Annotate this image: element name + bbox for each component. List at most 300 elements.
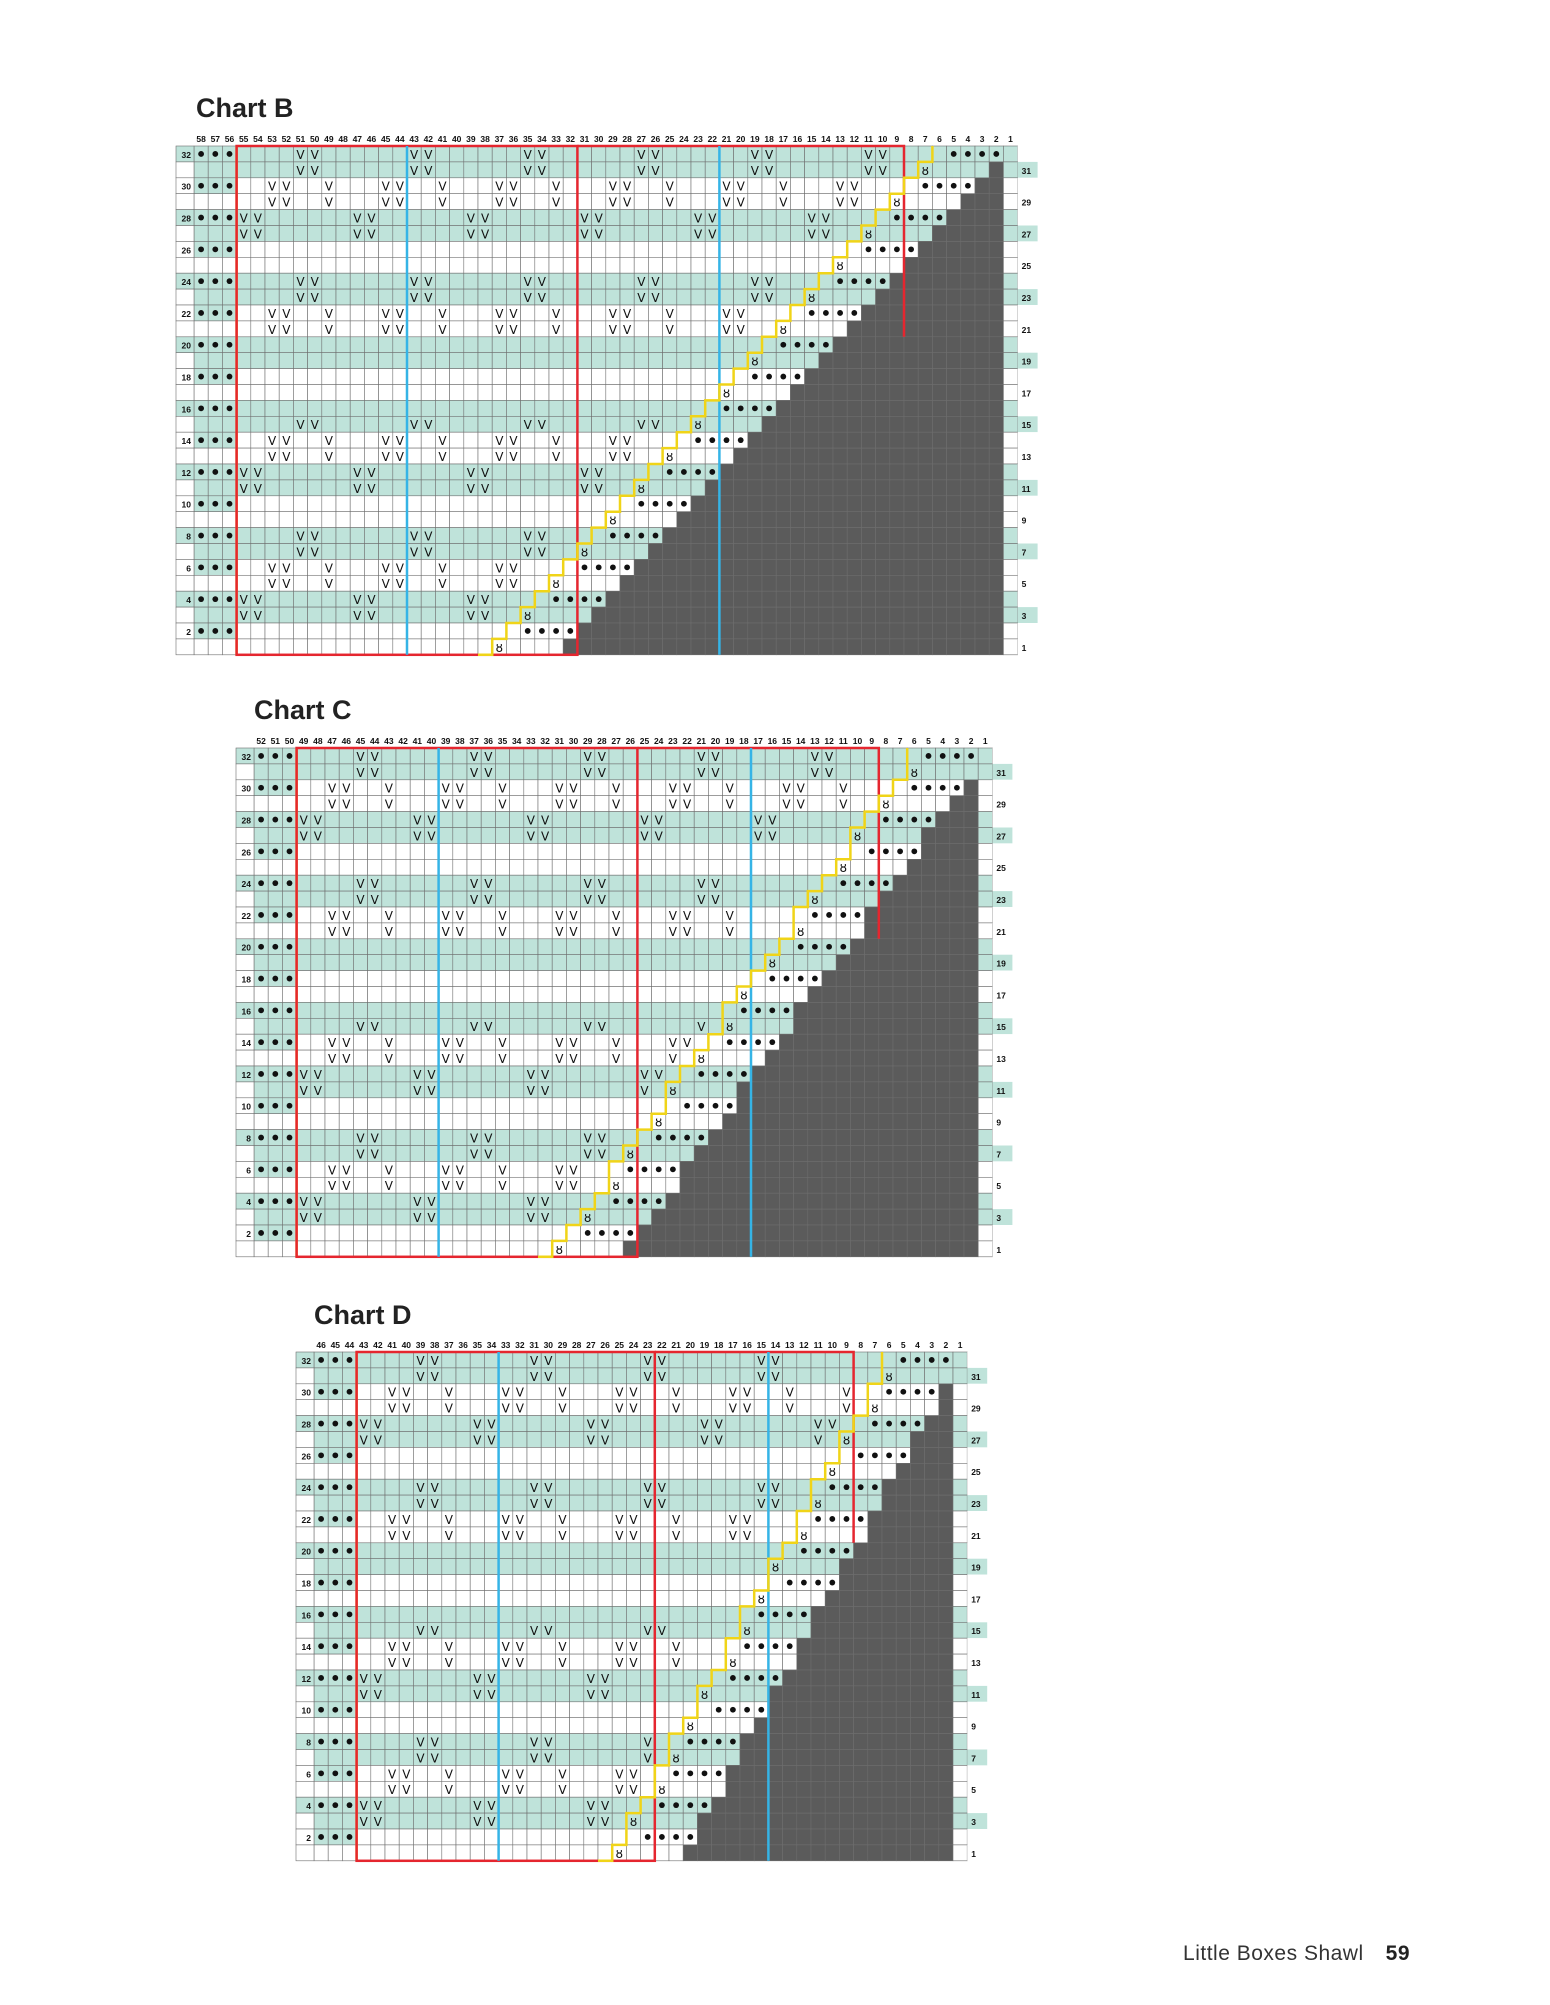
chart-cell xyxy=(495,812,509,828)
chart-cell xyxy=(282,1209,296,1225)
twisted-stitch: ȣ xyxy=(885,1369,893,1384)
chart-cell xyxy=(907,1002,921,1018)
chart-cell xyxy=(904,273,918,289)
chart-cell xyxy=(393,210,407,226)
chart-cell xyxy=(751,843,765,859)
purl-dot xyxy=(954,753,960,759)
chart-cell xyxy=(921,955,935,971)
chart-cell xyxy=(254,1177,268,1193)
chart-cell xyxy=(368,859,382,875)
chart-cell xyxy=(890,162,904,178)
chart-cell xyxy=(407,226,421,242)
chart-cell xyxy=(549,257,563,273)
chart-cell xyxy=(677,273,691,289)
chart-cell xyxy=(893,875,907,891)
slip-stitch: V xyxy=(558,1385,567,1400)
purl-dot xyxy=(656,1198,662,1204)
chart-cell xyxy=(776,448,790,464)
chart-cell xyxy=(311,780,325,796)
chart-cell xyxy=(805,385,819,401)
chart-cell xyxy=(893,1050,907,1066)
chart-cell xyxy=(563,432,577,448)
chart-cell xyxy=(495,1241,509,1257)
chart-cell xyxy=(950,1050,964,1066)
chart-cell xyxy=(634,321,648,337)
chart-cell xyxy=(876,432,890,448)
chart-cell xyxy=(385,1432,399,1448)
chart-cell xyxy=(847,432,861,448)
chart-cell xyxy=(936,1241,950,1257)
chart-cell xyxy=(424,764,438,780)
chart-cell xyxy=(293,575,307,591)
column-number: 40 xyxy=(401,1340,412,1350)
row-label-cell xyxy=(1018,464,1038,480)
chart-cell xyxy=(879,1161,893,1177)
chart-cell xyxy=(808,843,822,859)
chart-cell xyxy=(410,1177,424,1193)
chart-cell xyxy=(371,1384,385,1400)
chart-cell xyxy=(790,639,804,655)
chart-cell xyxy=(896,1368,910,1384)
chart-cell xyxy=(762,337,776,353)
purl-dot xyxy=(347,1452,353,1458)
chart-cell xyxy=(833,496,847,512)
chart-cell xyxy=(876,512,890,528)
chart-cell xyxy=(424,923,438,939)
chart-cell xyxy=(524,1146,538,1162)
chart-cell xyxy=(521,369,535,385)
slip-stitch: V xyxy=(711,749,720,764)
chart-cell xyxy=(910,1368,924,1384)
column-number: 42 xyxy=(373,1340,383,1350)
chart-cell xyxy=(964,1018,978,1034)
chart-cell xyxy=(882,1400,896,1416)
chart-cell xyxy=(705,353,719,369)
row-label-cell xyxy=(236,1018,254,1034)
chart-cell xyxy=(439,764,453,780)
chart-cell xyxy=(265,496,279,512)
purl-dot xyxy=(287,1071,293,1077)
chart-cell xyxy=(421,194,435,210)
chart-cell xyxy=(947,591,961,607)
column-number: 4 xyxy=(940,736,946,746)
chart-cell xyxy=(379,544,393,560)
column-number: 44 xyxy=(344,1340,355,1350)
chart-cell xyxy=(964,1146,978,1162)
chart-cell xyxy=(723,1161,737,1177)
chart-cell xyxy=(663,257,677,273)
slip-stitch: V xyxy=(353,227,362,242)
chart-cell xyxy=(379,512,393,528)
chart-cell xyxy=(563,194,577,210)
chart-cell xyxy=(592,321,606,337)
chart-cell xyxy=(961,241,975,257)
chart-c-title: Chart C xyxy=(254,695,352,725)
slip-stitch: V xyxy=(697,1020,706,1035)
chart-cell xyxy=(592,512,606,528)
chart-cell xyxy=(950,1130,964,1146)
chart-cell xyxy=(790,385,804,401)
chart-cell xyxy=(237,559,251,575)
slip-stitch: V xyxy=(342,1036,351,1051)
purl-dot xyxy=(727,1039,733,1045)
chart-cell xyxy=(975,385,989,401)
slip-stitch: V xyxy=(356,1020,365,1035)
chart-cell xyxy=(194,257,208,273)
chart-cell xyxy=(450,369,464,385)
chart-cell xyxy=(592,369,606,385)
column-number: 40 xyxy=(426,736,437,746)
chart-cell xyxy=(566,1114,580,1130)
chart-cell xyxy=(450,496,464,512)
row-label-cell xyxy=(1018,623,1038,639)
chart-cell xyxy=(708,1114,722,1130)
chart-cell xyxy=(293,353,307,369)
chart-cell xyxy=(776,241,790,257)
chart-cell xyxy=(279,544,293,560)
chart-cell xyxy=(861,178,875,194)
chart-cell xyxy=(265,353,279,369)
chart-cell xyxy=(805,480,819,496)
row-label-cell xyxy=(296,1368,314,1384)
chart-b xyxy=(176,130,1038,659)
chart-cell xyxy=(836,812,850,828)
chart-cell xyxy=(921,828,935,844)
chart-cell xyxy=(251,400,265,416)
purl-dot xyxy=(287,1166,293,1172)
chart-cell xyxy=(308,353,322,369)
chart-cell xyxy=(549,639,563,655)
chart-cell xyxy=(439,748,453,764)
chart-cell xyxy=(339,1209,353,1225)
chart-cell xyxy=(762,241,776,257)
slip-stitch: V xyxy=(438,322,447,337)
chart-cell xyxy=(637,1050,651,1066)
chart-cell xyxy=(456,1447,470,1463)
chart-cell xyxy=(893,1209,907,1225)
chart-cell xyxy=(748,337,762,353)
chart-cell xyxy=(495,764,509,780)
chart-cell xyxy=(680,1050,694,1066)
chart-cell xyxy=(237,162,251,178)
chart-cell xyxy=(776,639,790,655)
chart-cell xyxy=(737,891,751,907)
chart-cell xyxy=(947,400,961,416)
chart-cell xyxy=(705,162,719,178)
column-number: 22 xyxy=(657,1340,667,1350)
chart-cell xyxy=(282,1241,296,1257)
chart-cell xyxy=(904,623,918,639)
chart-cell xyxy=(581,1098,595,1114)
chart-cell xyxy=(439,1225,453,1241)
chart-cell xyxy=(833,544,847,560)
chart-cell xyxy=(762,480,776,496)
chart-cell xyxy=(637,843,651,859)
slip-stitch: V xyxy=(622,179,632,194)
chart-cell xyxy=(450,194,464,210)
slip-stitch: V xyxy=(523,163,532,178)
chart-cell xyxy=(413,1447,427,1463)
chart-cell xyxy=(353,1209,367,1225)
purl-dot xyxy=(227,596,233,602)
chart-cell xyxy=(584,1384,598,1400)
chart-cell xyxy=(705,400,719,416)
chart-cell xyxy=(890,146,904,162)
chart-cell xyxy=(353,1082,367,1098)
chart-cell xyxy=(950,796,964,812)
purl-dot xyxy=(915,1389,921,1395)
chart-cell xyxy=(907,1034,921,1050)
chart-cell xyxy=(961,575,975,591)
chart-cell xyxy=(254,1146,268,1162)
chart-cell xyxy=(194,162,208,178)
chart-cell xyxy=(779,875,793,891)
slip-stitch: V xyxy=(438,434,447,449)
chart-cell xyxy=(879,1082,893,1098)
chart-cell xyxy=(652,1002,666,1018)
chart-cell xyxy=(325,843,339,859)
chart-cell xyxy=(765,859,779,875)
slip-stitch: V xyxy=(597,877,607,892)
chart-cell xyxy=(705,416,719,432)
chart-cell xyxy=(450,210,464,226)
slip-stitch: V xyxy=(608,322,618,337)
chart-cell xyxy=(677,385,691,401)
slip-stitch: V xyxy=(682,908,692,923)
chart-cell xyxy=(382,1114,396,1130)
chart-cell xyxy=(847,416,861,432)
chart-cell xyxy=(495,1018,509,1034)
chart-cell xyxy=(524,907,538,923)
chart-cell xyxy=(907,1050,921,1066)
chart-cell xyxy=(694,780,708,796)
row-number: 32 xyxy=(241,751,251,762)
chart-cell xyxy=(850,780,864,796)
chart-cell xyxy=(708,1177,722,1193)
chart-cell xyxy=(641,1400,655,1416)
chart-cell xyxy=(492,416,506,432)
chart-cell xyxy=(978,1050,992,1066)
chart-cell xyxy=(648,385,662,401)
chart-cell xyxy=(961,464,975,480)
chart-cell xyxy=(254,891,268,907)
column-number: 2 xyxy=(943,1340,949,1350)
column-number: 44 xyxy=(395,134,405,144)
slip-stitch: V xyxy=(409,529,419,544)
chart-cell xyxy=(652,859,666,875)
chart-cell xyxy=(677,448,691,464)
purl-dot xyxy=(272,848,278,854)
chart-d-title: Chart D xyxy=(314,1300,412,1330)
chart-cell xyxy=(762,178,776,194)
purl-dot xyxy=(198,342,204,348)
chart-cell xyxy=(308,591,322,607)
chart-cell xyxy=(648,369,662,385)
chart-cell xyxy=(669,1368,683,1384)
slip-stitch: V xyxy=(714,1433,723,1448)
chart-cell xyxy=(439,971,453,987)
chart-cell xyxy=(322,337,336,353)
slip-stitch: V xyxy=(569,1052,578,1066)
chart-cell xyxy=(932,496,946,512)
purl-dot xyxy=(610,564,616,570)
chart-cell xyxy=(371,1368,385,1384)
chart-cell xyxy=(1003,353,1017,369)
chart-cell xyxy=(819,623,833,639)
chart-cell xyxy=(251,305,265,321)
chart-cell xyxy=(723,987,737,1003)
chart-cell xyxy=(847,385,861,401)
chart-cell xyxy=(634,241,648,257)
chart-cell xyxy=(538,875,552,891)
chart-cell xyxy=(396,748,410,764)
chart-cell xyxy=(950,1114,964,1130)
chart-cell xyxy=(865,1050,879,1066)
chart-cell xyxy=(950,812,964,828)
chart-cell xyxy=(666,971,680,987)
chart-cell xyxy=(907,891,921,907)
chart-cell xyxy=(1003,575,1017,591)
chart-cell xyxy=(413,1384,427,1400)
chart-cell xyxy=(865,1193,879,1209)
chart-cell xyxy=(396,843,410,859)
purl-dot xyxy=(227,310,233,316)
chart-cell xyxy=(822,1066,836,1082)
chart-cell xyxy=(424,843,438,859)
chart-cell xyxy=(950,1177,964,1193)
chart-cell xyxy=(421,257,435,273)
slip-stitch: V xyxy=(455,781,465,796)
slip-stitch: V xyxy=(526,1211,536,1225)
chart-cell xyxy=(237,257,251,273)
chart-cell xyxy=(265,210,279,226)
chart-cell xyxy=(251,241,265,257)
chart-cell xyxy=(663,289,677,305)
slip-stitch: V xyxy=(427,1067,436,1082)
slip-stitch: V xyxy=(253,609,263,623)
chart-cell xyxy=(524,923,538,939)
chart-cell xyxy=(734,480,748,496)
chart-cell xyxy=(634,544,648,560)
chart-cell xyxy=(850,891,864,907)
chart-cell xyxy=(850,1241,864,1257)
chart-cell xyxy=(723,1082,737,1098)
chart-cell xyxy=(339,1114,353,1130)
twisted-stitch: ȣ xyxy=(524,609,532,623)
chart-cell xyxy=(339,939,353,955)
slip-stitch: V xyxy=(665,322,674,337)
chart-cell xyxy=(737,859,751,875)
chart-cell xyxy=(904,591,918,607)
chart-cell xyxy=(424,971,438,987)
chart-cell xyxy=(790,241,804,257)
slip-stitch: V xyxy=(395,561,405,576)
chart-cell xyxy=(623,1002,637,1018)
chart-cell xyxy=(890,544,904,560)
chart-cell xyxy=(609,859,623,875)
chart-cell xyxy=(620,416,634,432)
chart-cell xyxy=(549,559,563,575)
purl-dot xyxy=(212,628,218,634)
column-number: 3 xyxy=(954,736,960,746)
chart-cell xyxy=(464,575,478,591)
chart-cell xyxy=(563,544,577,560)
chart-cell xyxy=(336,385,350,401)
chart-cell xyxy=(563,448,577,464)
chart-cell xyxy=(975,400,989,416)
chart-cell xyxy=(308,464,322,480)
chart-cell xyxy=(194,512,208,528)
chart-cell xyxy=(893,1018,907,1034)
chart-cell xyxy=(748,496,762,512)
chart-cell xyxy=(308,512,322,528)
chart-cell xyxy=(677,591,691,607)
purl-dot xyxy=(795,342,801,348)
slip-stitch: V xyxy=(597,1131,607,1146)
chart-cell xyxy=(677,528,691,544)
chart-cell xyxy=(379,241,393,257)
chart-cell xyxy=(521,353,535,369)
chart-cell xyxy=(293,432,307,448)
chart-cell xyxy=(478,432,492,448)
chart-cell xyxy=(552,843,566,859)
slip-stitch: V xyxy=(622,450,632,464)
chart-cell xyxy=(794,859,808,875)
chart-cell xyxy=(435,480,449,496)
chart-cell xyxy=(947,623,961,639)
chart-cell xyxy=(254,764,268,780)
chart-cell xyxy=(680,875,694,891)
chart-cell xyxy=(237,512,251,528)
row-number: 29 xyxy=(1021,197,1032,208)
chart-cell xyxy=(393,464,407,480)
chart-cell xyxy=(936,1034,950,1050)
chart-cell xyxy=(478,528,492,544)
chart-cell xyxy=(893,780,907,796)
chart-cell xyxy=(708,1002,722,1018)
chart-cell xyxy=(506,146,520,162)
chart-cell xyxy=(950,1034,964,1050)
chart-cell xyxy=(740,1447,754,1463)
chart-cell xyxy=(549,607,563,623)
chart-cell xyxy=(964,875,978,891)
chart-cell xyxy=(439,1002,453,1018)
chart-cell xyxy=(705,559,719,575)
chart-cell xyxy=(342,1432,356,1448)
chart-cell xyxy=(478,337,492,353)
chart-cell xyxy=(237,400,251,416)
slip-stitch: V xyxy=(469,877,479,892)
slip-stitch: V xyxy=(583,749,592,764)
twisted-stitch: ȣ xyxy=(655,1115,663,1130)
chart-cell xyxy=(396,1161,410,1177)
chart-cell xyxy=(581,939,595,955)
chart-cell xyxy=(453,1146,467,1162)
chart-cell xyxy=(623,1050,637,1066)
purl-dot xyxy=(766,405,772,411)
chart-cell xyxy=(364,321,378,337)
slip-stitch: V xyxy=(267,195,277,210)
chart-cell xyxy=(936,987,950,1003)
chart-cell xyxy=(921,1098,935,1114)
chart-cell xyxy=(464,448,478,464)
chart-cell xyxy=(680,748,694,764)
chart-cell xyxy=(609,1082,623,1098)
chart-c-grid xyxy=(236,732,1012,1261)
column-number: 18 xyxy=(764,134,774,144)
purl-dot xyxy=(900,1421,906,1427)
chart-cell xyxy=(410,875,424,891)
